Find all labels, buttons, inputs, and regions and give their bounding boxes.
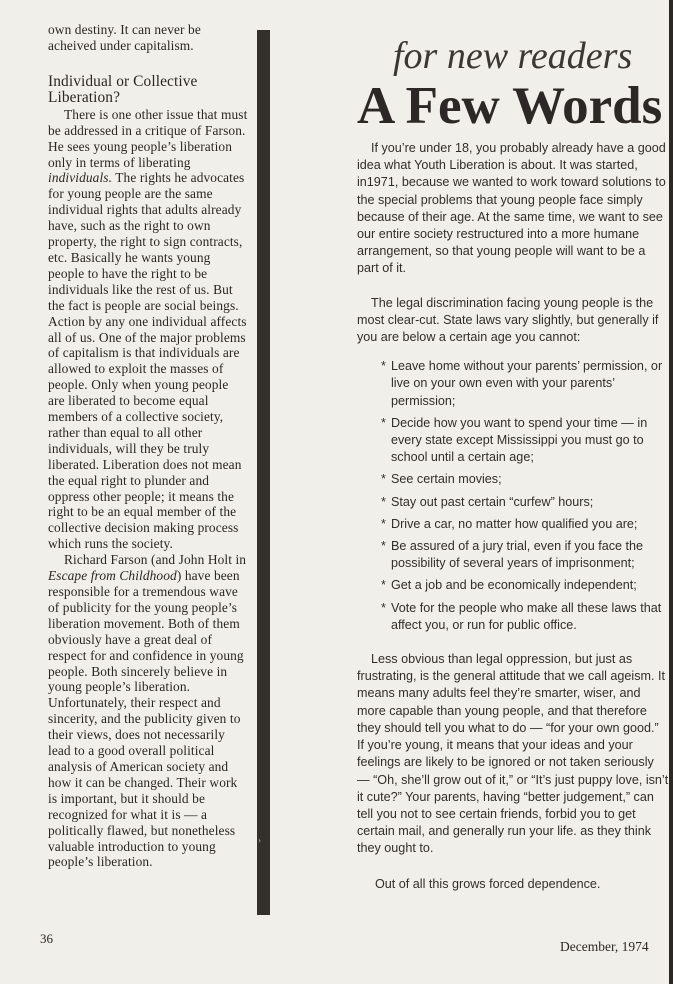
paragraph-text: ) have been responsible for a tremendous wave of publicity for the young people’s liberation movement. Both of them obviously have a great deal of respect for and confidence in young people. Both sincerely believe in young people’s liberation. Unfortunately, their respect and sincerity, and the publicity given to their views, does not necessarily lead to a good overall political analysis of American society and how it can be changed. Their work is important, but it should be recognized for what it is — a politically flawed, but nonetheless valuable introduction to young people’s liberation. [48,568,244,870]
list-item-text: Vote for the people who make all these laws that affect you, or run for public office. [391,600,662,632]
article-paragraph: Less obvious than legal oppression, but just as frustrating, is the general attitude that we call ageism. It means many adults feel they’re smarter, wiser, and more capable than young people, and that therefore they should tell you what to do — “for your own good.” If you’re young, it means that your ideas and your feelings are likely to be ignored or not taken seriously — “Oh, she’ll grow out of it,” or “It’s just puppy love, isn’t it cute?” Your parents, having “better judgement,” can tell you not to see certain friends, forbid you to get certain mail, and generally run your life. as they think they ought to. [357,652,669,856]
right-column-article [357,140,669,893]
asterisk-bullet: * [381,600,386,615]
list-item [381,471,669,488]
article-paragraph: If you’re under 18, you probably already have a good idea what Youth Liberation is about. It was started, in1971, because we wanted to work toward solutions to the special problems that young people face simply because of their age. At the same time, we want to see our entire society restructured into a more humane arrangement, so that young people will want to be a part of it. [357,141,666,276]
article-paragraph [48,107,248,552]
list-item [381,415,669,467]
restrictions-list [357,358,669,634]
list-item-text: See certain movies; [391,472,502,487]
list-item-text: Decide how you want to spend your time — in every state except Mississippi you must go to school until a certain age; [391,415,648,465]
page-number: 36 [40,931,53,946]
left-column-article [48,22,248,870]
section-kicker: for new readers [393,35,633,77]
list-item [381,577,669,594]
page-headline: A Few Words [357,77,663,135]
asterisk-bullet: * [381,578,386,593]
paragraph-text: Richard Farson (and John Holt in [64,552,247,568]
asterisk-bullet: * [381,516,386,531]
asterisk-bullet: * [381,359,386,374]
list-item-text: Drive a car, no matter how qualified you are; [391,516,638,531]
article-closing-line: Out of all this grows forced dependence. [375,876,601,891]
book-title: Escape from Childhood [48,568,177,584]
list-item [381,358,669,410]
asterisk-bullet: * [381,494,386,509]
list-item-text: Get a job and be economically independent; [391,578,637,593]
list-item [381,538,669,572]
asterisk-bullet: * [381,539,386,554]
article-continuation-text: own destiny. It can never be acheived under capitalism. [48,22,201,53]
article-paragraph: The legal discrimination facing young people is the most clear-cut. State laws vary slightly, but generally if you are below a certain age you cannot: [357,295,659,345]
issue-date: December, 1974 [560,939,649,954]
list-item [381,494,669,511]
list-item-text: Be assured of a jury trial, even if you face the possibility of several years of imprisonment; [391,539,644,571]
scan-mark: › [258,835,261,845]
asterisk-bullet: * [381,415,386,430]
paragraph-text: The rights he advocates for young people are the same individual rights that adults already have, such as the right to own property, the right to sign contracts, etc. Basically he wants young people to have the right to be individuals like the rest of us. But the fact is people are social beings. Action by any one individual affects all of us. One of the major problems of capitalism is that individuals are allowed to exploit the masses of people. Only when young people are liberated to become equal members of a collective society, rather than equal to all other individuals, will they be truly liberated. Liberation does not mean the equal right to plunder and oppress other people; it means the right to be an equal member of the collective decision making process which runs the society. [48,170,247,552]
section-heading: Individual or Collective Liberation? [48,72,198,107]
emphasized-text: individuals. [48,170,113,186]
list-item-text: Leave home without your parents’ permission, or live on your own even with your parents’ permission; [391,359,663,408]
list-item [381,516,669,533]
asterisk-bullet: * [381,472,386,487]
page-edge-shadow [669,0,673,984]
article-paragraph [48,552,248,870]
column-divider-rule [257,30,270,915]
paragraph-text: There is one other issue that must be addressed in a critique of Farson. He sees young people’s liberation only in terms of liberating [48,106,248,170]
list-item-text: Stay out past certain “curfew” hours; [391,494,594,509]
list-item [381,600,669,634]
